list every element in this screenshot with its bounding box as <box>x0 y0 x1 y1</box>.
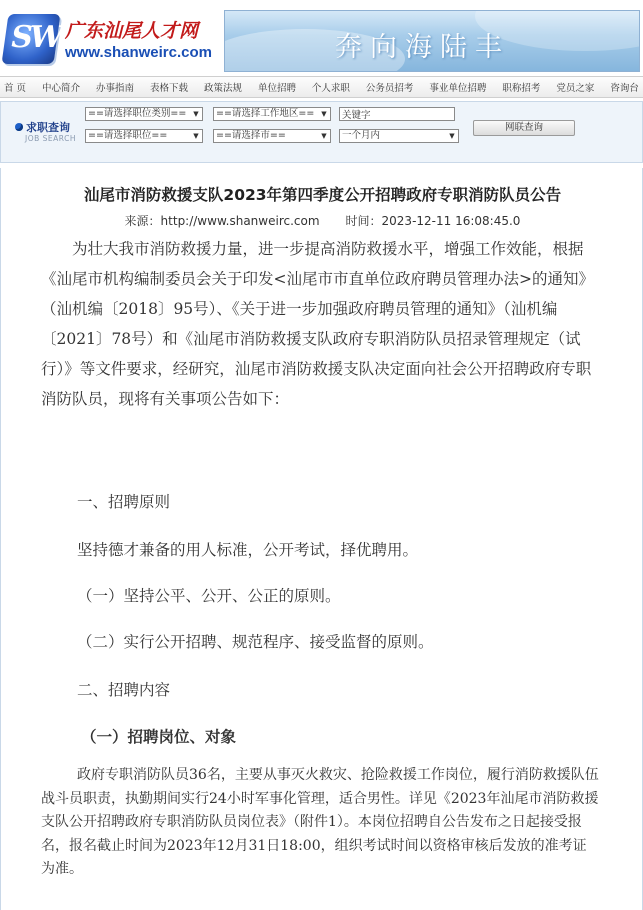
nav-item-job-seeking[interactable]: 个人求职 <box>311 83 350 94</box>
nav-item-party[interactable]: 党员之家 <box>556 83 595 94</box>
search-bullet-icon <box>15 123 23 131</box>
nav-item-about[interactable]: 中心简介 <box>42 83 81 94</box>
nav-item-forms[interactable]: 表格下载 <box>149 83 188 94</box>
time-period-select-value: 一个月内 <box>342 130 381 141</box>
article <box>0 168 643 910</box>
principle-item-1: （一）坚持公平、公开、公正的原则。 <box>77 587 341 605</box>
city-select[interactable] <box>213 129 331 143</box>
site-header <box>0 0 643 76</box>
nav-item-policy[interactable]: 政策法规 <box>203 83 242 94</box>
chevron-down-icon: ▼ <box>193 132 199 140</box>
subsection-heading-positions: （一）招聘岗位、对象 <box>81 727 237 746</box>
article-time: 时间：2023-12-11 16:08:45.0 <box>345 214 521 228</box>
work-area-select-value: ==请选择工作地区== <box>216 108 315 119</box>
section-heading-content: 二、招聘内容 <box>77 681 171 699</box>
job-search-panel <box>0 101 643 163</box>
logo-mark: SW <box>11 20 61 55</box>
article-intro-paragraph: 为壮大我市消防救援力量，进一步提高消防救援水平，增强工作效能，根据《汕尾市机构编制委员会关于印发<汕尾市市直单位政府聘员管理办法>的通知》（汕机编〔2018〕95号）、《关于进一步加强政府聘员管理的通知》（汕机编〔2021〕78号）和《汕尾市消防救援支队政府专职消防队员招录管理规定（试行）》等文件要求，经研究，汕尾市消防救援支队决定面向社会公开招聘政府专职消防队员，现将有关事项公告如下： <box>41 240 594 408</box>
search-subtitle: JOB SEARCH <box>25 134 76 143</box>
logo-url: www.shanweirc.com <box>65 44 212 61</box>
logo-emblem-icon <box>1 14 60 64</box>
nav-item-employer-hiring[interactable]: 单位招聘 <box>257 83 296 94</box>
header-banner <box>224 10 640 72</box>
site-logo[interactable] <box>3 10 215 70</box>
chevron-down-icon: ▼ <box>193 110 199 118</box>
principles-paragraph: 坚持德才兼备的用人标准，公开考试，择优聘用。 <box>77 541 419 559</box>
nav-item-home[interactable]: 首 页 <box>4 83 27 94</box>
article-source: 来源：http://www.shanweirc.com <box>124 214 320 228</box>
chevron-down-icon: ▼ <box>321 132 327 140</box>
position-select[interactable] <box>85 129 203 143</box>
banner-slogan: 奔向海陆丰 <box>335 32 510 63</box>
job-category-select-value: ==请选择职位类别== <box>88 108 187 119</box>
main-nav <box>0 76 643 98</box>
nav-item-civil-service[interactable]: 公务员招考 <box>365 83 414 94</box>
chevron-down-icon: ▼ <box>449 132 455 140</box>
search-button[interactable]: 网联查询 <box>473 120 575 136</box>
job-category-select[interactable] <box>85 107 203 121</box>
search-title <box>15 119 70 135</box>
work-area-select[interactable] <box>213 107 331 121</box>
article-meta <box>1 212 643 229</box>
search-title-text: 求职查询 <box>26 121 70 134</box>
nav-item-title-exam[interactable]: 职称招考 <box>502 83 541 94</box>
article-title: 汕尾市消防救援支队2023年第四季度公开招聘政府专职消防队员公告 <box>83 186 562 204</box>
nav-item-guide[interactable]: 办事指南 <box>95 83 134 94</box>
nav-item-public-institution[interactable]: 事业单位招聘 <box>429 83 487 94</box>
position-select-value: ==请选择职位== <box>88 130 168 141</box>
chevron-down-icon: ▼ <box>321 110 327 118</box>
nav-item-consult[interactable]: 咨询台 <box>610 83 639 94</box>
keyword-input[interactable] <box>339 107 455 121</box>
time-period-select[interactable] <box>339 129 459 143</box>
positions-detail-paragraph: 政府专职消防队员36名，主要从事灭火救灾、抢险救援工作岗位，履行消防救援队伍战斗员职责，执勤期间实行24小时军事化管理，适合男性。详见《2023年汕尾市消防救援支队公开招聘政府专职消防队员岗位表》（附件1）。本岗位招聘自公告发布之日起接受报名，报名截止时间为2023年12月31日18:00，组织考试时间以资格审核后发放的准考证为准。 <box>41 767 599 877</box>
section-heading-principles: 一、招聘原则 <box>77 493 171 511</box>
logo-name: 广东汕尾人才网 <box>65 20 199 42</box>
city-select-value: ==请选择市== <box>216 130 286 141</box>
principle-item-2: （二）实行公开招聘、规范程序、接受监督的原则。 <box>77 633 434 651</box>
